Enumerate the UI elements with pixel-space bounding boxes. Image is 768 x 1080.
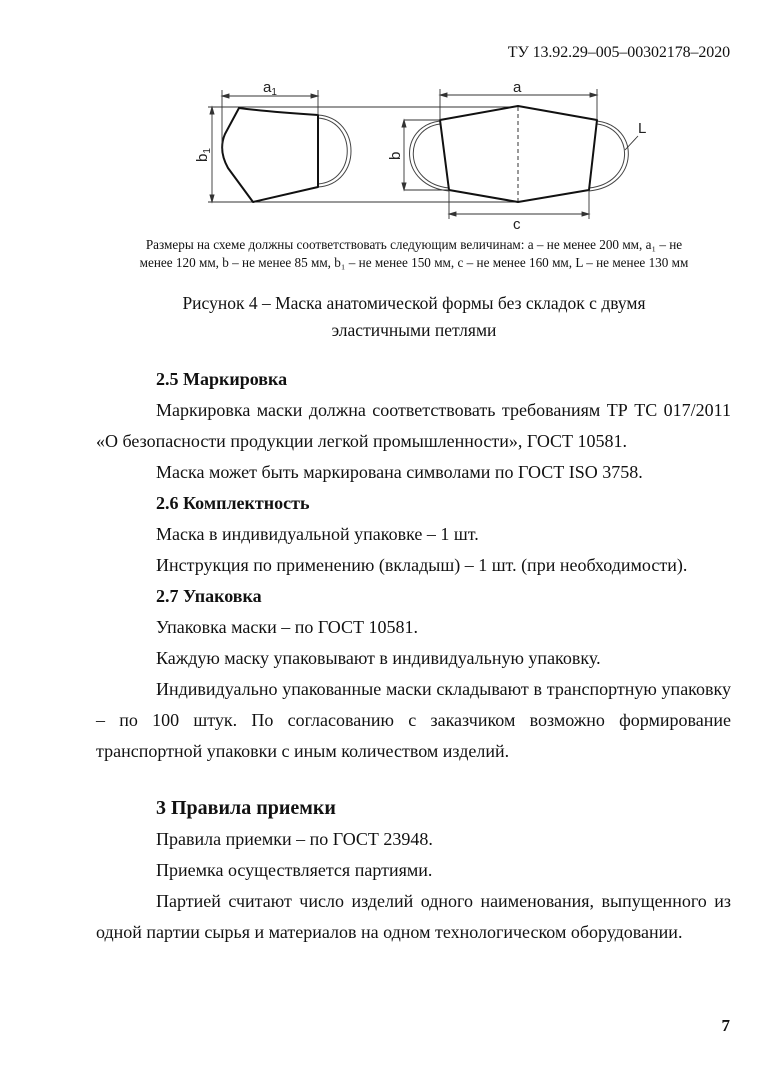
section-2-7-para-1: Упаковка маски – по ГОСТ 10581. (156, 617, 419, 637)
section-2-5-para-1-line-2: «О безопасности продукции легкой промышленности», ГОСТ 10581. (96, 431, 628, 451)
section-2-6-para-1: Маска в индивидуальной упаковке – 1 шт. (156, 524, 479, 544)
section-2-7-para-3-line-3: транспортной упаковки с иным количеством изделий. (96, 741, 510, 761)
section-3-para-1: Правила приемки – по ГОСТ 23948. (156, 829, 433, 849)
label-b: b (387, 151, 404, 160)
mask-diagram (0, 0, 768, 240)
section-2-6-para-2: Инструкция по применению (вкладыш) – 1 шт. (при необходимости). (156, 555, 688, 575)
document-body (96, 364, 731, 948)
figure-note (96, 236, 732, 272)
section-2-6-heading: 2.6 Комплектность (156, 493, 310, 513)
left-mask-side-view (194, 79, 351, 202)
left-mask-ear-loop (318, 115, 351, 187)
label-c: c (513, 216, 521, 233)
section-3-para-2: Приемка осуществляется партиями. (156, 860, 433, 880)
section-3-heading: 3 Правила приемки (156, 797, 336, 819)
label-a: a (513, 79, 522, 96)
label-b1: $b_1$ (194, 148, 213, 162)
figure-caption-line-1: Рисунок 4 – Маска анатомической формы без складок с двумя (182, 293, 646, 313)
document-code: ТУ 13.92.29–005–00302178–2020 (507, 44, 730, 61)
section-2-7-para-3-line-2: – по 100 штук. По согласованию с заказчиком возможно формирование (96, 710, 731, 730)
section-3-para-3-line-1: Партией считают число изделий одного наименования, выпущенного из (156, 891, 731, 911)
section-2-7-para-2: Каждую маску упаковывают в индивидуальную упаковку. (156, 648, 601, 668)
section-2-5-para-2: Маска может быть маркирована символами по ГОСТ ISO 3758. (156, 462, 643, 482)
section-3-para-3-line-2: одной партии сырья и материалов на одном технологическом оборудовании. (96, 922, 683, 942)
figure-note-line-2: менее 120 мм, b – не менее 85 мм, b₁ – не менее 150 мм, c – не менее 160 мм, L – не менее 130 мм (139, 255, 689, 270)
figure-caption-line-2: эластичными петлями (331, 320, 497, 340)
section-2-7-para-3-line-1: Индивидуально упакованные маски складывают в транспортную упаковку (156, 679, 731, 699)
section-2-7-heading: 2.7 Упаковка (156, 586, 262, 606)
section-2-5-para-1-line-1: Маркировка маски должна соответствовать требованиям ТР ТС 017/2011 (156, 400, 731, 420)
label-a1: $a_1$ (263, 79, 277, 98)
section-2-5-heading: 2.5 Маркировка (156, 369, 288, 389)
right-mask-front-view (387, 79, 646, 233)
figure-note-line-1: Размеры на схеме должны соответствовать следующим величинам: a – не менее 200 мм, a₁ – не (145, 237, 683, 252)
figure-caption (96, 290, 732, 344)
label-L: L (638, 120, 647, 137)
page-number: 7 (721, 1016, 730, 1035)
left-mask-outline (222, 108, 318, 202)
